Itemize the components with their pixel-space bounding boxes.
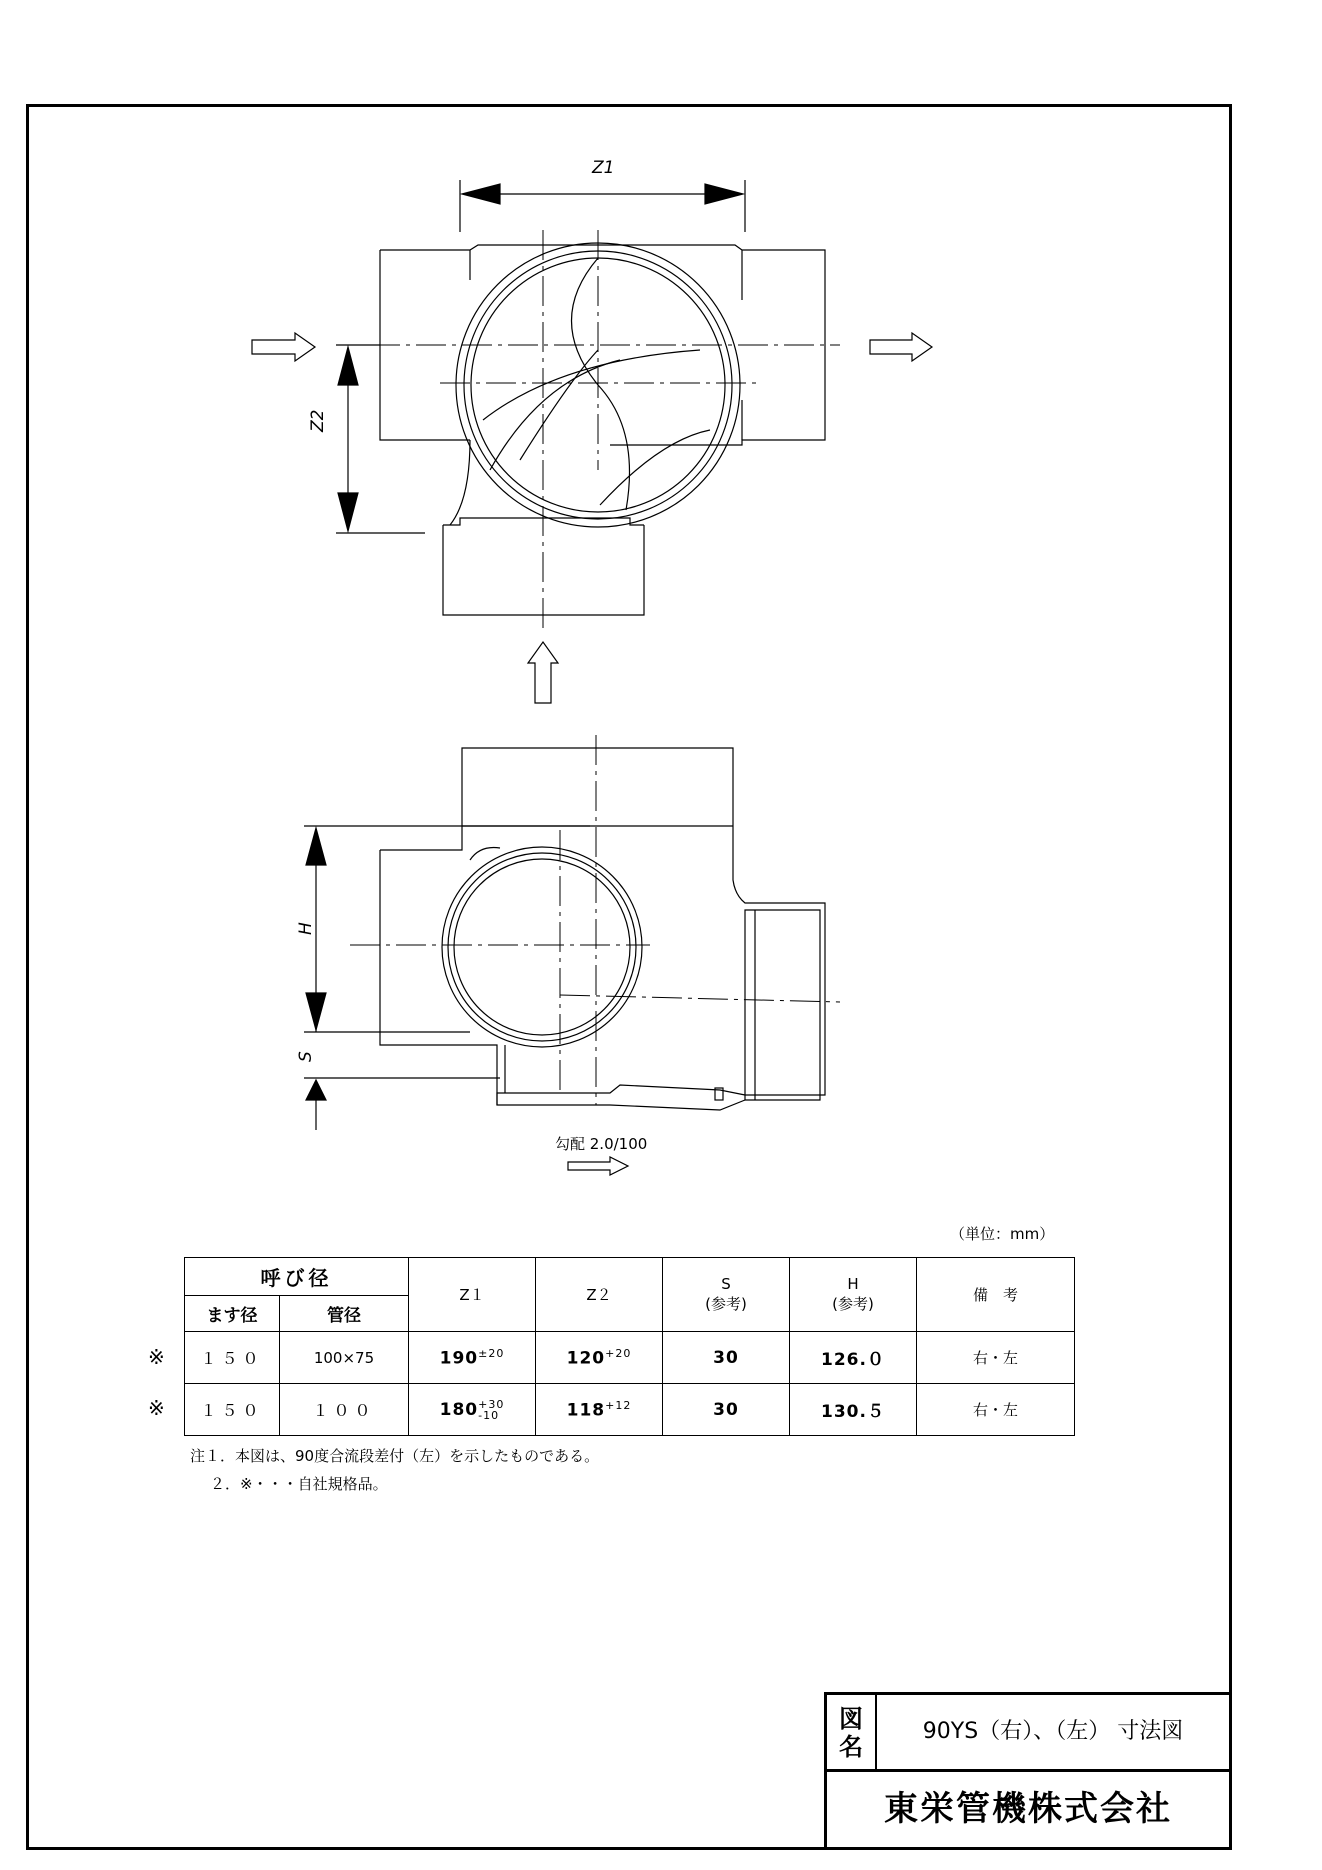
cell-z1-tol-upper: +30: [478, 1397, 505, 1411]
dim-label-z1: Z1: [592, 158, 615, 178]
header-h-note: (参考): [832, 1295, 874, 1313]
cell-remarks: 右・左: [917, 1332, 1075, 1384]
cell-z2: [536, 1384, 663, 1436]
cell-s: 30: [663, 1384, 790, 1436]
cell-z2-tolerance: +12: [605, 1398, 632, 1412]
cell-box-dia: １５０: [185, 1384, 280, 1436]
cell-s: 30: [663, 1332, 790, 1384]
notes: [190, 1442, 599, 1498]
cell-h: 126.０: [790, 1332, 917, 1384]
header-remarks: 備 考: [917, 1258, 1075, 1332]
header-pipe-dia: 管径: [280, 1296, 409, 1332]
outlet-arrow-right: [870, 333, 932, 361]
title-block: [824, 1692, 1232, 1850]
cell-z1-tolerance: ±20: [478, 1346, 505, 1360]
cell-z1-value: 190: [439, 1348, 479, 1369]
cell-z1-value: 180: [439, 1399, 479, 1420]
side-view-branch-circle: [442, 847, 642, 1047]
slope-arrow: [568, 1157, 628, 1175]
cell-z1-tolerance: [478, 1399, 504, 1421]
dimension-table: [184, 1257, 1075, 1436]
title-block-label: [824, 1692, 877, 1772]
header-z1: Z１: [409, 1258, 536, 1332]
dim-label-s: S: [296, 1051, 316, 1062]
cell-z2-value: 118: [566, 1400, 606, 1421]
note-2: ２．※・・・自社規格品。: [210, 1475, 388, 1493]
table-row: [185, 1332, 1075, 1384]
header-h-label: H: [847, 1275, 859, 1293]
cell-z1-tol-lower: -10: [478, 1408, 500, 1422]
top-view: [252, 180, 932, 703]
side-view-top-socket: [462, 748, 733, 826]
cell-z2-value: 120: [566, 1348, 606, 1369]
header-nominal: 呼び径: [185, 1258, 409, 1296]
title-block-label-bottom: 名: [839, 1733, 863, 1761]
cell-z1: [409, 1384, 536, 1436]
dim-label-z2: Z2: [308, 409, 328, 432]
table-row: [185, 1384, 1075, 1436]
slope-label: 勾配 2.0/100: [555, 1135, 648, 1153]
row-mark-2: ※: [148, 1396, 165, 1420]
cell-z1: [409, 1332, 536, 1384]
cell-z2-tolerance: +20: [605, 1346, 632, 1360]
side-view-right-socket: [745, 910, 820, 1100]
drawing-title: 90YS（右）、（左） 寸法図: [877, 1692, 1232, 1772]
header-h: [790, 1258, 917, 1332]
dim-label-h: H: [296, 922, 316, 935]
row-mark-1: ※: [148, 1345, 165, 1369]
unit-label: （単位：mm）: [950, 1225, 1055, 1243]
title-block-label-top: 図: [839, 1705, 863, 1733]
cell-h: 130.５: [790, 1384, 917, 1436]
cell-remarks: 右・左: [917, 1384, 1075, 1436]
header-z2: Z２: [536, 1258, 663, 1332]
cell-z2: [536, 1332, 663, 1384]
header-s-note: (参考): [705, 1295, 747, 1313]
header-s-label: S: [721, 1275, 731, 1293]
inlet-arrow-left: [252, 333, 315, 361]
header-box-dia: ます径: [185, 1296, 280, 1332]
cell-pipe-dia: １００: [280, 1384, 409, 1436]
inlet-arrow-bottom: [528, 642, 558, 703]
note-1: 注１．本図は、90度合流段差付（左）を示したものである。: [190, 1447, 600, 1465]
cell-box-dia: １５０: [185, 1332, 280, 1384]
side-view: [304, 735, 840, 1175]
company-name: 東栄管機株式会社: [824, 1772, 1232, 1850]
cell-pipe-dia: 100×75: [280, 1332, 409, 1384]
header-s: [663, 1258, 790, 1332]
